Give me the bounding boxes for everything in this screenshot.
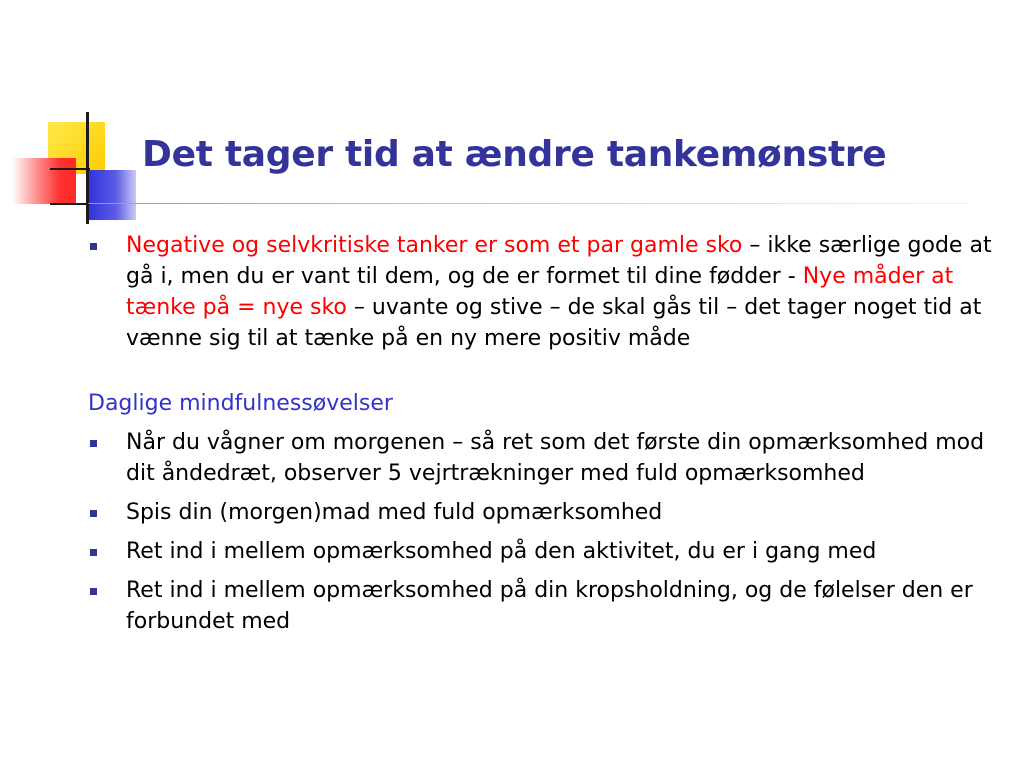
bullet-square-icon	[90, 243, 97, 250]
bullet-text: Ret ind i mellem opmærksomhed på din kropsholdning, og de følelser den er forbundet med	[126, 578, 973, 634]
bullet-item-intro	[88, 230, 1008, 354]
logo-horizontal-line	[50, 203, 90, 205]
bullet-square-icon	[90, 549, 97, 556]
bullet-item	[88, 536, 1008, 567]
logo-horizontal-line	[50, 168, 90, 170]
bullet-item	[88, 497, 1008, 528]
bullet-item	[88, 427, 1008, 489]
title-underline-rule	[88, 203, 968, 204]
bullet-text: Spis din (morgen)mad med fuld opmærksomhed	[126, 500, 663, 525]
logo-red-square	[12, 158, 76, 204]
slide-content	[88, 230, 1008, 637]
bullet-item	[88, 575, 1008, 637]
body-text: – uvante og stive – de skal gås til – det tager noget tid at vænne sig til at tænke på en ny mere positiv måde	[126, 295, 982, 351]
slide-logo-decoration	[0, 0, 150, 240]
highlight-text: Negative og selvkritiske tanker er som et par gamle sko	[126, 233, 743, 258]
slide-title: Det tager tid at ændre tankemønstre	[142, 134, 887, 175]
bullet-square-icon	[90, 510, 97, 517]
bullet-text: Ret ind i mellem opmærksomhed på den aktivitet, du er i gang med	[126, 539, 877, 564]
section-heading: Daglige mindfulnessøvelser	[88, 391, 393, 416]
logo-blue-square	[86, 170, 136, 220]
body-text: – ikke særlige gode at gå i, men du er vant til dem, og de er formet til dine fødder -	[126, 233, 992, 289]
bullet-square-icon	[90, 588, 97, 595]
bullet-square-icon	[90, 440, 97, 447]
highlight-text: Nye måder at tænke på = nye sko	[126, 264, 954, 320]
bullet-text: Når du vågner om morgenen – så ret som det første din opmærksomhed mod dit åndedræt, observer 5 vejrtrækninger med fuld opmærksomhed	[126, 430, 985, 486]
